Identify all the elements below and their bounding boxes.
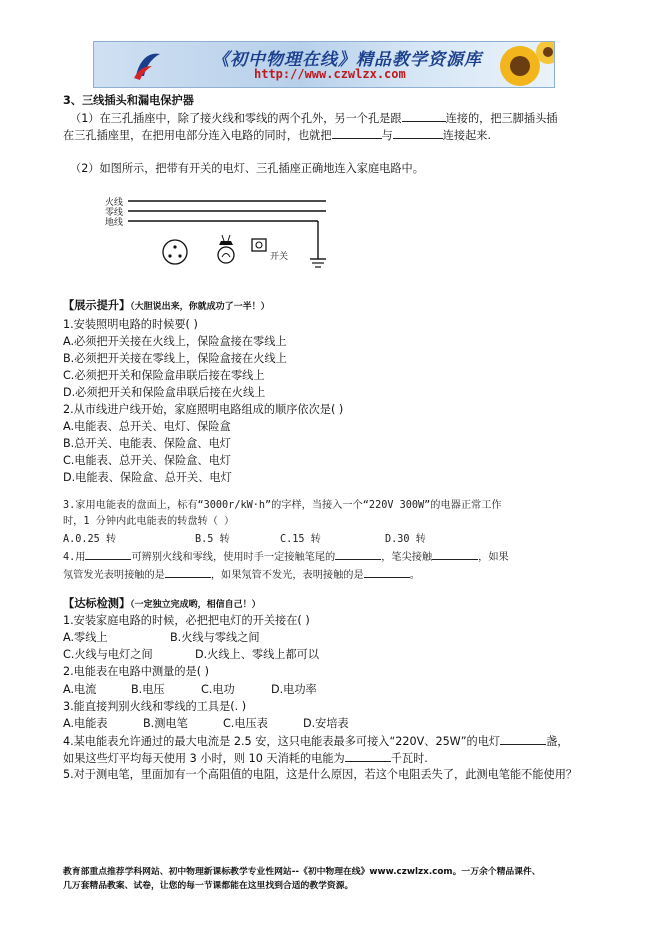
option: D.火线上、零线上都可以 [195,648,320,661]
option: B.测电笔 [143,717,188,730]
question: 4.用 可辨别火线和零线，使用时手一定接触笔尾的 ，笔尖接触 ，如果 [63,547,509,566]
footer-line: 几万套精品教案、试卷，让您的每一节课都能在这里找到合适的教学资源。 [63,881,354,891]
option: C.必须把开关和保险盒串联后接在零线上 [63,369,265,382]
option: B.必须把开关接在零线上，保险盒接在火线上 [63,352,287,365]
option: D.必须把开关和保险盒串联后接在火线上 [63,386,266,399]
option: D.30 转 [385,534,426,545]
show-note: （大胆说出来，你就成功了一半！） [130,302,270,312]
ground-wire-label: 地线 [105,218,124,228]
circuit-diagram [100,195,340,275]
switch-label: 开关 [270,252,289,262]
option: B.总开关、电能表、保险盒、电灯 [63,437,231,450]
option: C.火线与电灯之间 [63,648,153,661]
check-heading: 【达标检测】 [63,597,131,610]
question: 3.能直接判别火线和零线的工具是(. ) [63,700,247,713]
option: A.电能表 [63,717,108,730]
check-note: （一定独立完成哟，相信自己！） [130,600,261,610]
footer-line: 教育部重点推荐学科网站、初中物理新课标教学专业性网站--《初中物理在线》www.czwlzx.com。一万余个精品课件、 [63,867,541,877]
option: B.火线与零线之间 [170,631,260,644]
question: 如果这些灯平均每天使用 3 小时，则 10 天消耗的电能为 千瓦时. [63,749,428,767]
option: C.电能表、总开关、保险盒、电灯 [63,454,231,467]
question: 2.电能表在电路中测量的是( ) [63,665,210,678]
question-line: 在三孔插座里，在把用电部分连入电路的同时，也就把 与 连接起来. [63,126,491,144]
header-banner [93,41,555,88]
option: D.安培表 [303,717,349,730]
question-line: （2）如图所示，把带有开关的电灯、三孔插座正确地连入家庭电路中。 [70,162,424,175]
option: A.电能表、总开关、电灯、保险盒 [63,420,231,433]
site-logo-icon [130,48,164,82]
option: C.15 转 [280,534,321,545]
option: B.电压 [131,683,165,696]
question: 3.家用电能表的盘面上，标有“3000r/kW·h”的字样，当接入一个“220V 300W”的电器正常工作 [63,500,502,511]
banner-title: 《初中物理在线》精品教学资源库 [212,50,482,70]
live-wire-label: 火线 [105,198,124,208]
option: D.电能表、保险盒、总开关、电灯 [63,471,232,484]
option: A.0.25 转 [63,534,117,545]
banner-url[interactable]: http://www.czwlzx.com [254,67,406,81]
circuit-wires [100,195,340,275]
option: A.电流 [63,683,97,696]
question: 4.某电能表允许通过的最大电流是 2.5 安，这只电能表最多可接入“220V、25W”的电灯 盏， [63,732,569,750]
option: B.5 转 [195,534,230,545]
question: 时，1 分钟内此电能表的转盘转（ ） [63,516,235,527]
question-line: （1）在三孔插座中，除了接火线和零线的两个孔外，另一个孔是跟 连接的，把三脚插头插 [70,109,557,127]
question: 1.安装照明电路的时候要( ) [63,318,198,331]
show-heading-line [63,297,270,316]
sunflower-icon [474,42,554,87]
option: A.必须把开关接在火线上，保险盒接在零线上 [63,335,287,348]
neutral-wire-label: 零线 [105,208,124,218]
option: A.零线上 [63,631,108,644]
option: D.电功率 [271,683,317,696]
option: C.电功 [201,683,235,696]
question: 1.安装家庭电路的时候，必把把电灯的开关接在( ) [63,614,310,627]
question: 氖管发光表明接触的是 ，如果氖管不发光，表明接触的是 。 [63,565,420,584]
question: 2.从市线进户线开始，家庭照明电路组成的顺序依次是( ) [63,403,344,416]
show-heading: 【展示提升】 [63,299,131,312]
section-heading: 3、三线插头和漏电保护器 [63,94,194,107]
question: 5.对于测电笔，里面加有一个高阻值的电阻，这是什么原因，若这个电阻丢失了，此测电笔能不能使用？ [63,768,578,781]
option: C.电压表 [223,717,268,730]
